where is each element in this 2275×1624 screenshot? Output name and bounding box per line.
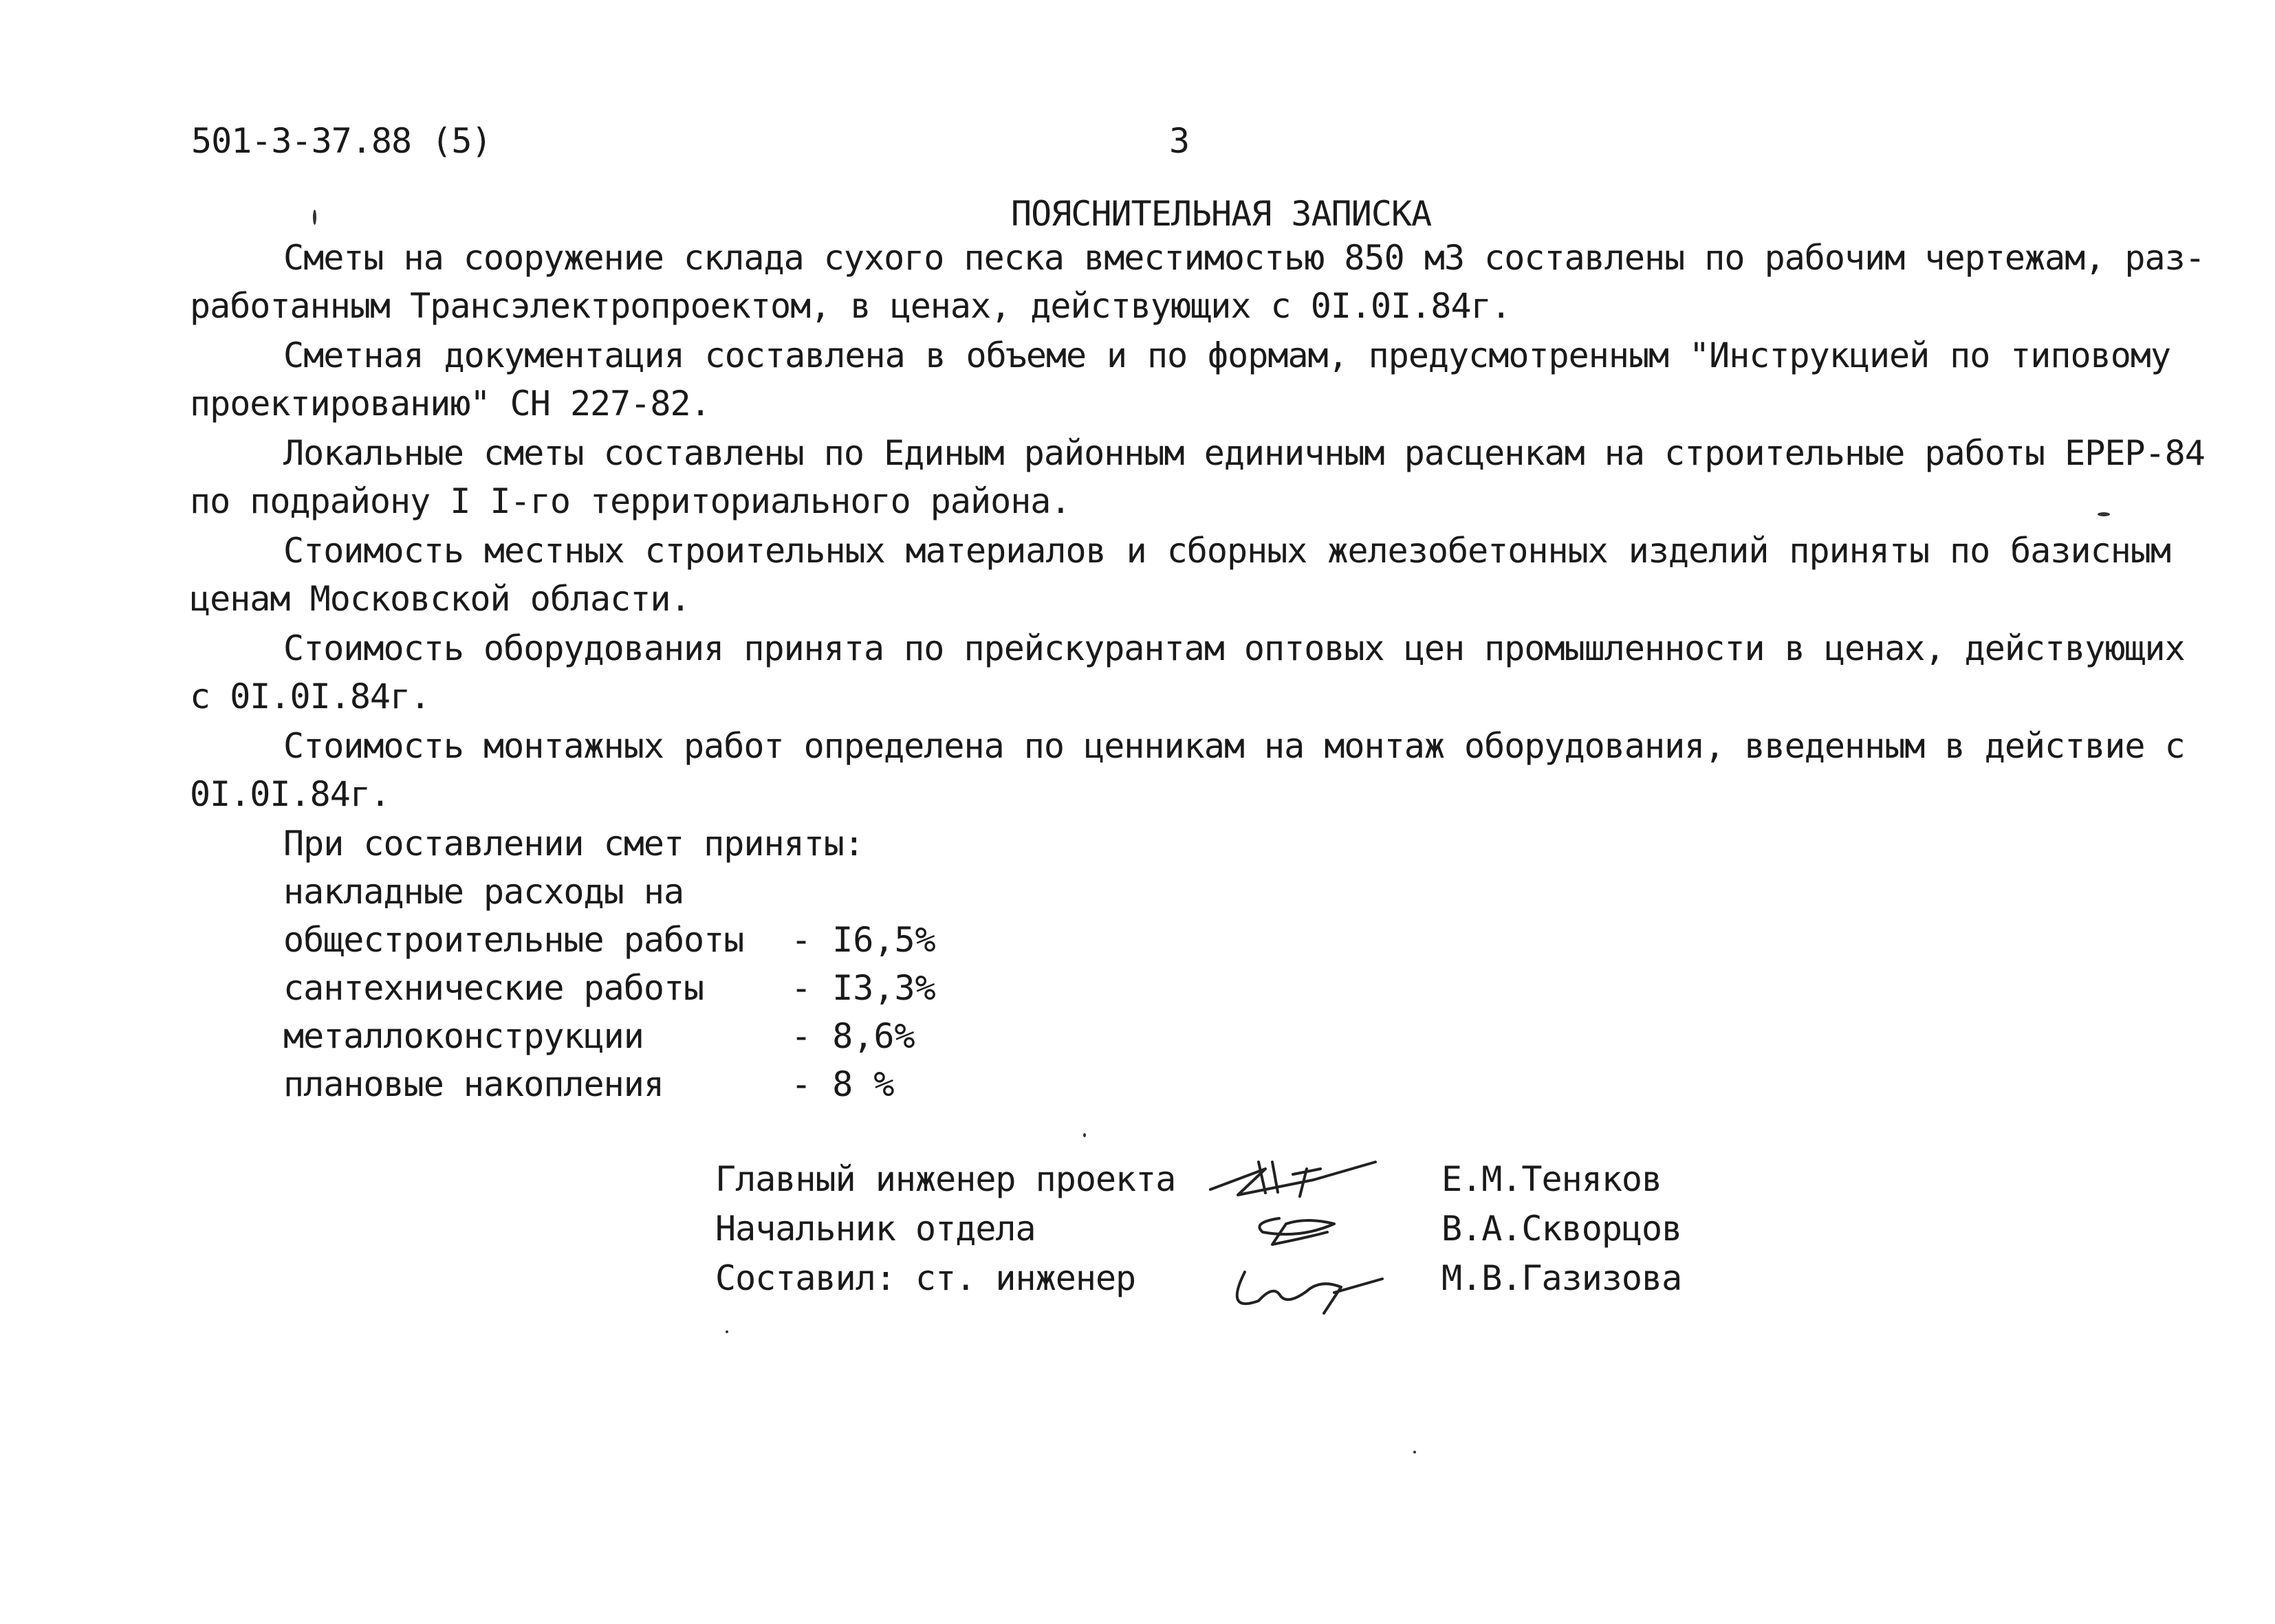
scan-speck [1083, 1133, 1086, 1137]
paragraph-line: Стоимость оборудования принята по прейскурантам оптовых цен промышленности в ценах, действующих [283, 628, 2185, 668]
paragraph-4 [190, 527, 2170, 623]
signature-name: В.А.Скворцов [1441, 1209, 1682, 1249]
rate-value: - 8,6% [791, 1016, 915, 1056]
page-number: 3 [1169, 121, 1190, 161]
rate-label: плановые накопления [283, 1064, 664, 1104]
signature-role: Главный инженер проекта [715, 1159, 1176, 1199]
paragraph-1 [190, 234, 2205, 330]
paragraph-line: Стоимость монтажных работ определена по ценникам на монтаж оборудования, введенным в действие с [283, 726, 2185, 766]
paragraph-line: Локальные сметы составлены по Единым районным единичным расценкам на строительные работы ЕРЕР-84 [283, 433, 2205, 473]
paragraph-line: ценам Московской области. [190, 579, 690, 619]
paragraph-6 [190, 722, 2185, 818]
paragraph-line: Стоимость местных строительных материалов и сборных железобетонных изделий приняты по базисным [283, 531, 2170, 571]
paragraph-line: Сметы на сооружение склада сухого песка вместимостью 850 м3 составлены по рабочим чертежам, раз- [283, 238, 2205, 278]
paragraph-line: 0I.0I.84г. [190, 774, 391, 814]
rate-label: металлоконструкции [283, 1016, 644, 1056]
signature-name: Е.М.Теняков [1441, 1159, 1662, 1199]
rate-value: - 8 % [791, 1064, 895, 1104]
signature-name: М.В.Газизова [1441, 1258, 1682, 1298]
paragraph-line: проектированию" СН 227-82. [190, 384, 710, 424]
rate-label: общестроительные работы [283, 920, 744, 960]
paragraph-line: с 0I.0I.84г. [190, 677, 431, 716]
paragraph-3 [190, 429, 2205, 525]
rates-subtitle: накладные расходы на [283, 872, 684, 912]
page-title: ПОЯСНИТЕЛЬНАЯ ЗАПИСКА [1011, 194, 1432, 234]
paragraph-line: работанным Трансэлектропроектом, в ценах, действующих с 0I.0I.84г. [190, 286, 1511, 326]
signature-role: Начальник отдела [715, 1209, 1036, 1249]
paragraph-line: по подрайону I I-го территориального района. [190, 481, 1071, 521]
paragraph-2 [190, 331, 2170, 428]
rate-value: - I3,3% [791, 968, 936, 1008]
scan-speck [726, 1330, 728, 1333]
document-code: 501-3-37.88 (5) [191, 121, 492, 161]
paragraph-5 [190, 624, 2185, 721]
scan-speck [1413, 1451, 1416, 1453]
rate-label: сантехнические работы [283, 968, 704, 1008]
paragraph-line: Сметная документация составлена в объеме и по формам, предусмотренным "Инструкцией по типовому [283, 336, 2170, 375]
scan-speck [2098, 512, 2110, 516]
signature-drawing [1197, 1141, 1417, 1320]
scan-speck [313, 210, 316, 225]
rates-intro: При составлении смет приняты: [283, 824, 864, 864]
rate-value: - I6,5% [791, 920, 936, 960]
signature-role: Составил: ст. инженер [715, 1258, 1136, 1298]
